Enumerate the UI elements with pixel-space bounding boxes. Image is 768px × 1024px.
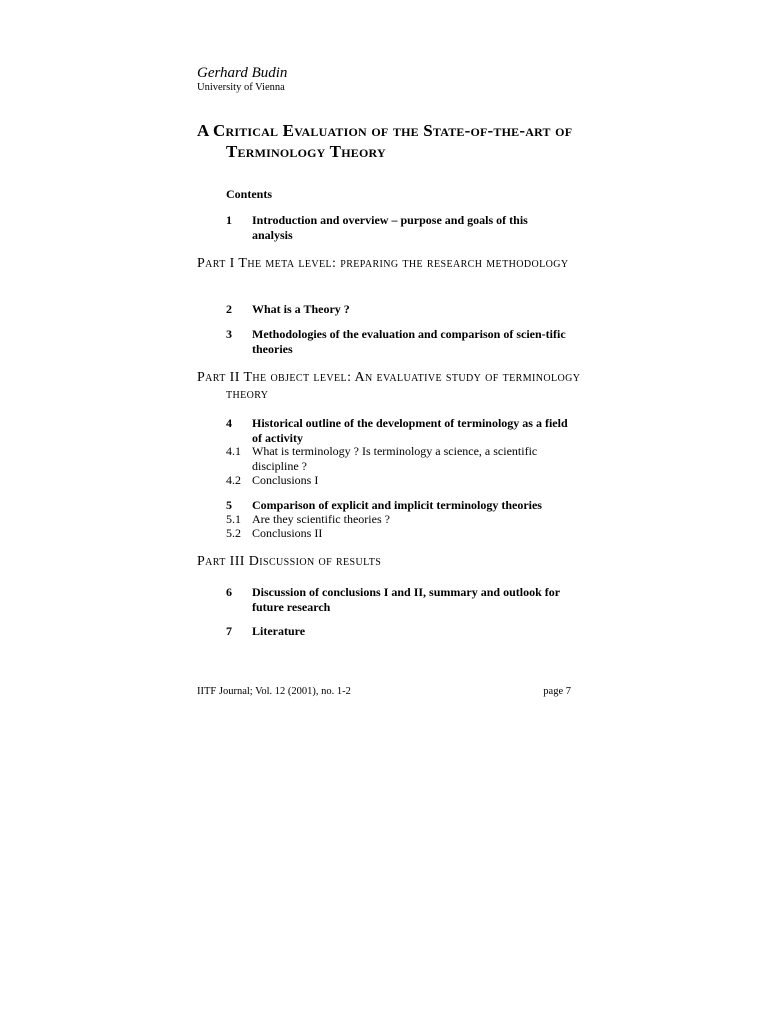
toc-number: 5.2 [226, 526, 241, 540]
toc-entry-1 [226, 213, 571, 242]
toc-entry-5-1 [226, 512, 571, 527]
contents-heading: Contents [226, 187, 273, 201]
toc-number: 4.2 [226, 473, 241, 487]
toc-number: 3 [226, 327, 232, 341]
toc-text: Conclusions II [252, 526, 323, 540]
toc-entry-3 [226, 327, 571, 356]
toc-number: 5 [226, 498, 232, 512]
toc-entry-4-1 [226, 444, 571, 473]
toc-entry-7 [226, 624, 571, 639]
part-heading-2: Part II The object level: An evaluative study of terminology theory [197, 370, 581, 402]
footer-page-number: page 7 [543, 686, 571, 697]
toc-text: Are they scientific theories ? [252, 512, 390, 526]
part-heading-3: Part III Discussion of results [197, 554, 382, 569]
toc-text: Conclusions I [252, 473, 319, 487]
toc-number: 4.1 [226, 444, 241, 458]
paper-title: A Critical Evaluation of the State-of-the-art of Terminology Theory [197, 121, 573, 161]
toc-number: 7 [226, 624, 232, 638]
toc-number: 4 [226, 416, 232, 430]
toc-text: Historical outline of the development of terminology as a field of activity [252, 416, 568, 445]
toc-text: Methodologies of the evaluation and comparison of scien-tific theories [252, 327, 566, 356]
toc-text: Literature [252, 624, 306, 638]
toc-number: 6 [226, 585, 232, 599]
toc-entry-6 [226, 585, 571, 614]
toc-entry-4-2 [226, 473, 571, 488]
toc-number: 5.1 [226, 512, 241, 526]
toc-text: What is a Theory ? [252, 302, 350, 316]
toc-text: Discussion of conclusions I and II, summary and outlook for future research [252, 585, 560, 614]
toc-entry-2 [226, 302, 571, 317]
toc-number: 2 [226, 302, 232, 316]
toc-text: Introduction and overview – purpose and goals of this analysis [252, 213, 528, 242]
author-name: Gerhard Budin [197, 65, 288, 81]
toc-text: What is terminology ? Is terminology a science, a scientific discipline ? [252, 444, 538, 473]
toc-entry-5 [226, 498, 571, 513]
toc-number: 1 [226, 213, 232, 227]
toc-entry-5-2 [226, 526, 571, 541]
part-heading-1: Part I The meta level: preparing the research methodology [197, 256, 569, 271]
toc-entry-4 [226, 416, 571, 445]
footer-journal: IITF Journal; Vol. 12 (2001), no. 1-2 [197, 686, 351, 697]
toc-text: Comparison of explicit and implicit terminology theories [252, 498, 542, 512]
author-affiliation: University of Vienna [197, 82, 285, 93]
